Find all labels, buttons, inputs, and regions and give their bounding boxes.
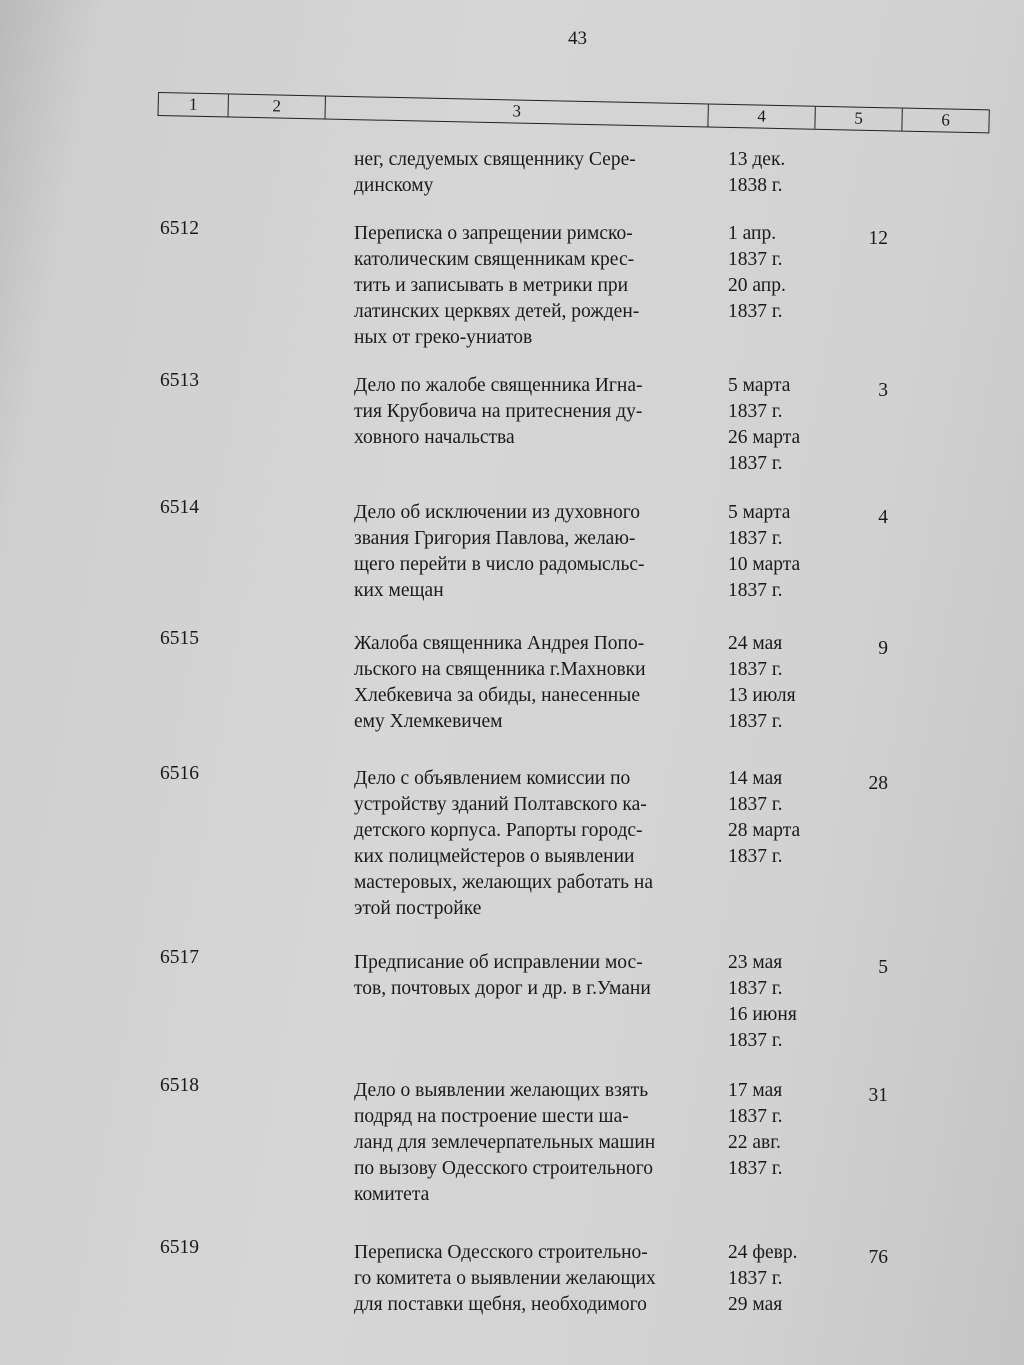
- record-number: 6517: [160, 947, 199, 968]
- header-col-1: 1: [159, 93, 229, 116]
- header-col-4: 4: [708, 105, 815, 129]
- record-sheet-count: 9: [878, 638, 888, 659]
- record-dates: 1 апр. 1837 г. 20 апр. 1837 г.: [728, 223, 786, 322]
- record-description: Дело по жалобе священника Игна- тия Крубовича на притеснения ду- ховного начальства: [354, 375, 643, 448]
- record-description: Переписка о запрещении римско- католическим священникам крес- тить и записывать в метрики при латинских церквях детей, рожден- ных от греко-униатов: [354, 223, 640, 348]
- header-col-2: 2: [229, 94, 326, 118]
- record-sheet-count: 76: [868, 1247, 888, 1268]
- header-col-5: 5: [815, 107, 902, 131]
- record-dates: 13 дек. 1838 г.: [728, 149, 786, 196]
- record-dates: 24 мая 1837 г. 13 июля 1837 г.: [728, 633, 796, 732]
- record-dates: 17 мая 1837 г. 22 авг. 1837 г.: [728, 1080, 783, 1179]
- record-number: 6513: [160, 370, 199, 391]
- record-description: Переписка Одесского строительно- го комитета о выявлении желающих для поставки щебня, необходимого: [354, 1242, 656, 1315]
- record-dates: 5 марта 1837 г. 10 марта 1837 г.: [728, 502, 801, 601]
- record-number: 6512: [160, 218, 199, 239]
- record-dates: 24 февр. 1837 г. 29 мая: [728, 1242, 798, 1315]
- record-description: Предписание об исправлении мос- тов, почтовых дорог и др. в г.Умани: [354, 952, 651, 999]
- record-number: 6518: [160, 1075, 199, 1096]
- table-header: [157, 92, 989, 133]
- record-sheet-count: 12: [868, 228, 888, 249]
- header-col-3: 3: [325, 97, 708, 127]
- header-col-6: 6: [941, 110, 951, 130]
- record-number: 6514: [160, 497, 199, 518]
- record-dates: 5 марта 1837 г. 26 марта 1837 г.: [728, 375, 801, 474]
- record-dates: 23 мая 1837 г. 16 июня 1837 г.: [728, 952, 797, 1051]
- record-number: 6516: [160, 763, 199, 784]
- record-dates: 14 мая 1837 г. 28 марта 1837 г.: [728, 768, 801, 867]
- record-description: Дело об исключении из духовного звания Григория Павлова, желаю- щего перейти в число радомысльс- ких мещан: [354, 502, 645, 601]
- page-number: 43: [568, 28, 587, 49]
- record-sheet-count: 31: [868, 1085, 888, 1106]
- record-sheet-count: 28: [868, 773, 888, 794]
- record-number: 6515: [160, 628, 199, 649]
- record-description: Дело о выявлении желающих взять подряд на построение шести ша- ланд для землечерпательных машин по вызову Одесского строительного комитета: [354, 1080, 656, 1205]
- record-description: нег, следуемых священнику Сере- динскому: [354, 149, 636, 196]
- record-description: Дело с объявлением комиссии по устройству зданий Полтавского ка- детского корпуса. Рапорты городс- ких полицмейстеров о выявлении мастеровых, желающих работать на этой постройке: [354, 768, 654, 919]
- record-number: 6519: [160, 1237, 199, 1258]
- record-sheet-count: 5: [878, 957, 888, 978]
- record-description: Жалоба священника Андрея Попо- льского на священника г.Махновки Хлебкевича за обиды, нанесенные ему Хлемкевичем: [354, 633, 646, 732]
- record-sheet-count: 4: [878, 507, 888, 528]
- record-sheet-count: 3: [878, 380, 888, 401]
